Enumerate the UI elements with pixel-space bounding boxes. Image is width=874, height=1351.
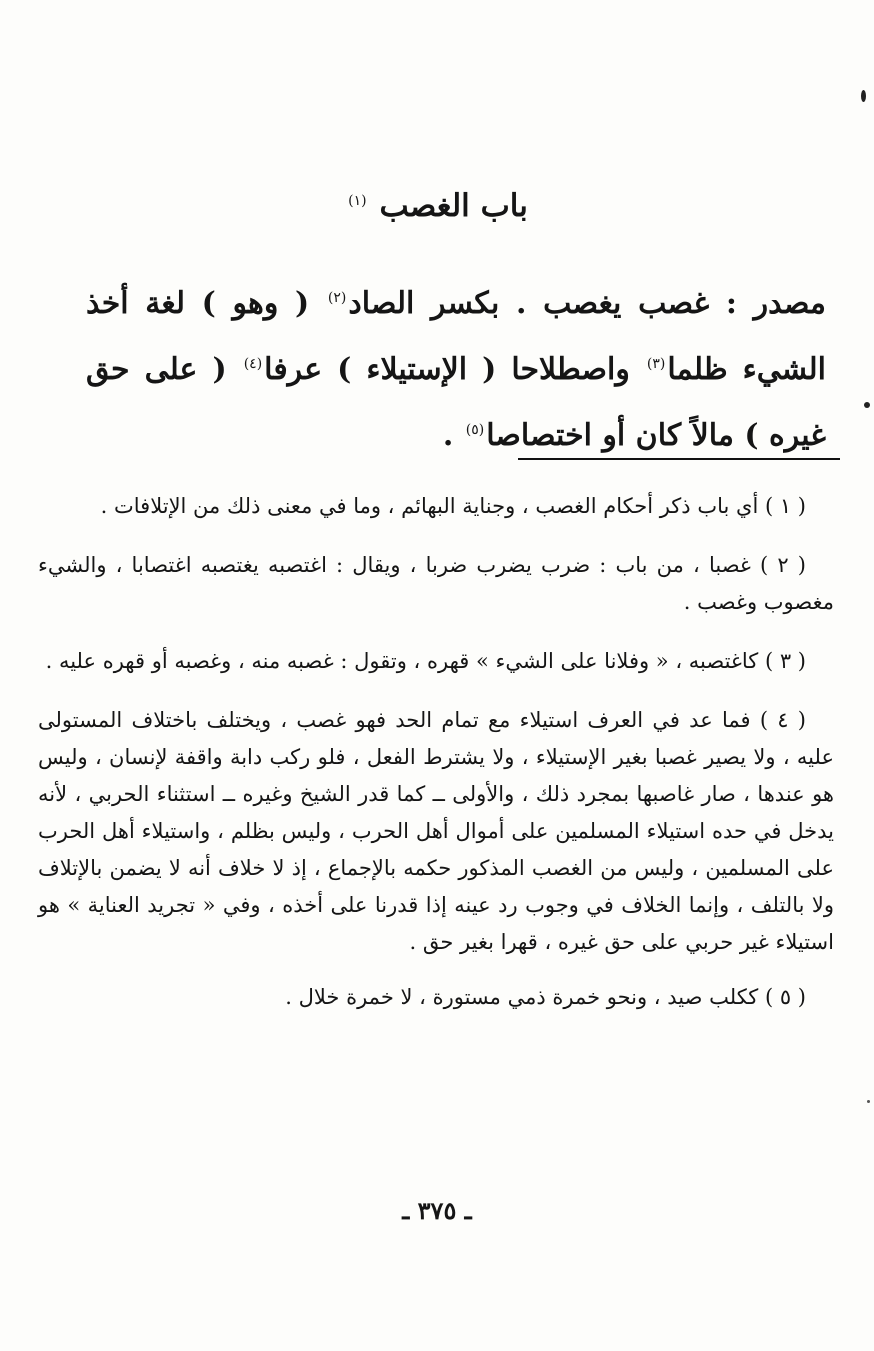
footnote-reference: (١) — [348, 192, 367, 209]
footnote-reference: (٣) — [646, 356, 666, 372]
footnote-reference: (٢) — [327, 290, 347, 306]
footnote-reference: (٥) — [465, 422, 485, 438]
main-text-segment: . — [442, 418, 464, 453]
footnotes — [38, 488, 834, 1038]
footnote-2: ( ٢ ) غصبا ، من باب : ضرب يضرب ضربا ، ويقال : اغتصبه يغتصبه اغتصابا ، والشيء مغصوب وغصب . — [38, 553, 834, 614]
chapter-title — [0, 188, 874, 224]
footnote-reference: (٤) — [243, 356, 263, 372]
page-number: ـ ٣٧٥ ـ — [402, 1196, 472, 1225]
main-text-segment: ( على حق غيره ) مالاً كان أو اختصاصا — [86, 352, 826, 453]
main-text-segment: واصطلاحا ( الإستيلاء ) عرفا — [264, 352, 645, 387]
footnote-separator — [518, 458, 840, 460]
footnote-3: ( ٣ ) كاغتصبه ، « وفلانا على الشيء » قهره ، وتقول : غصبه منه ، وغصبه أو قهره عليه . — [45, 649, 806, 673]
main-text — [86, 268, 826, 466]
main-text-segment: مصدر : غصب يغصب . بكسر الصاد — [348, 286, 826, 321]
footnote-1: ( ١ ) أي باب ذكر أحكام الغصب ، وجناية البهائم ، وما في معنى ذلك من الإتلافات . — [100, 494, 806, 518]
chapter-title-text: باب الغصب — [379, 188, 528, 224]
footnote-5: ( ٥ ) ككلب صيد ، ونحو خمرة ذمي مستورة ، لا خمرة خلال . — [285, 985, 806, 1009]
main-text-segment: ( وهو ) لغة أخذ الشيء ظلما — [86, 286, 827, 387]
scan-edge-mark — [861, 90, 866, 102]
footnote-4: ( ٤ ) فما عد في العرف استيلاء مع تمام الحد فهو غصب ، ويختلف باختلاف المستولى عليه ، ولا يصير غصبا بغير الإستيلاء ، ولا يشترط الفعل ، فلو ركب دابة واقفة لإنسان ، وليس هو عندها ، صار غاصبها بمجرد ذلك ، والأولى ــ كما قدر الشيخ وغيره ــ استثناء الحربي ، لأنه يدخل في حده استيلاء المسلمين على أموال أهل الحرب ، وليس بظلم ، واستيلاء أهل الحرب على المسلمين ، وليس من الغصب المذكور حكمه بالإجماع ، إذ لا خلاف أنه لا يضمن بالإتلاف ولا بالتلف ، وإنما الخلاف في وجوب رد عينه إذا قدرنا على أخذه ، وفي « تجريد العناية » هو استيلاء غير حربي على حق غيره ، قهرا بغير حق . — [38, 708, 834, 954]
main-paragraph — [86, 268, 826, 466]
scan-edge-mark — [864, 402, 870, 408]
scan-edge-mark — [867, 1100, 870, 1103]
